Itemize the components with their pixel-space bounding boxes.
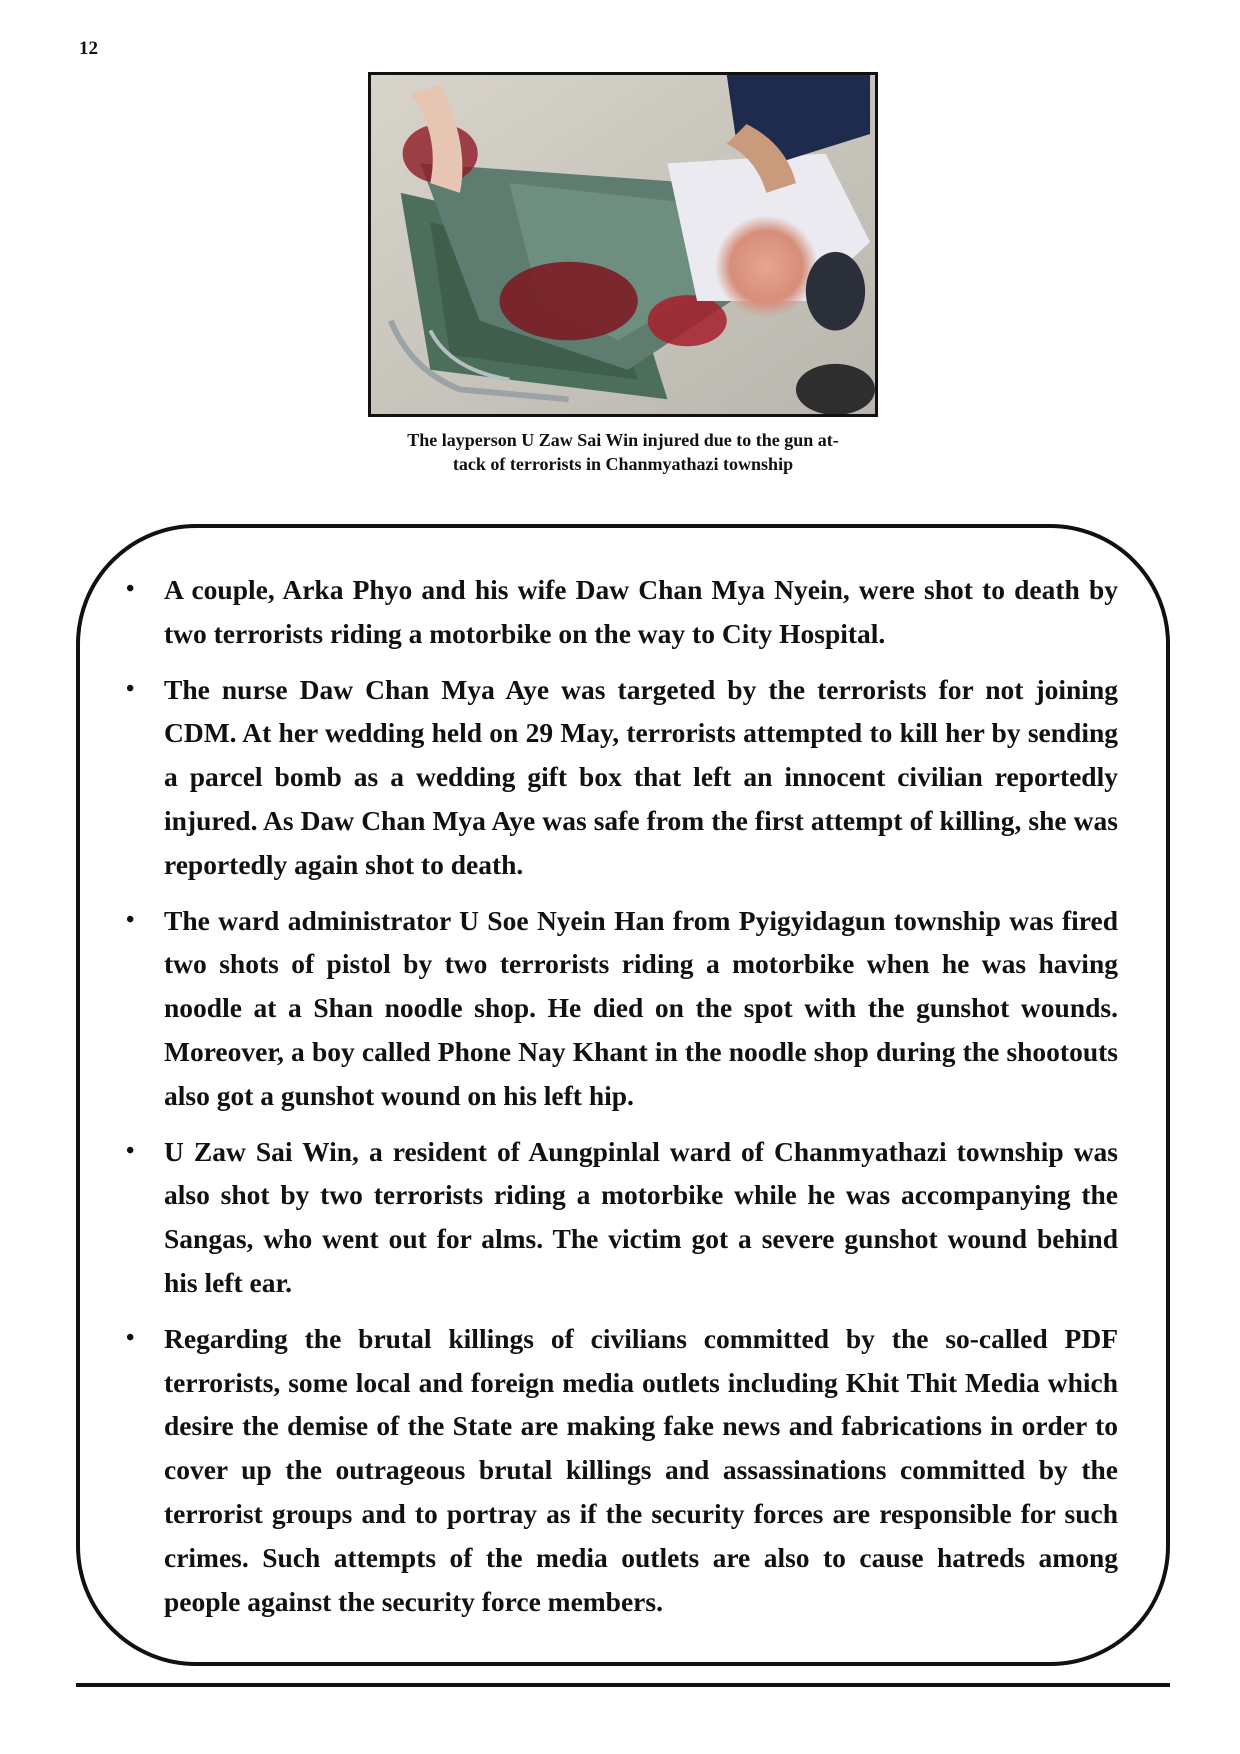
list-item xyxy=(120,668,1118,887)
bullet-icon: • xyxy=(126,576,135,602)
list-item-text: A couple, Arka Phyo and his wife Daw Chan Mya Nyein, were shot to death by two terrorists riding a motorbike on the way to City Hospital. xyxy=(164,574,1118,649)
list-item-text: Regarding the brutal killings of civilians committed by the so-called PDF terrorists, some local and foreign media outlets including Khit Thit Media which desire the demise of the State are making fake news and fabrications in order to cover up the outrageous brutal killings and assassinations committed by the terrorist groups and to portray as if the security forces are responsible for such crimes. Such attempts of the media outlets are also to cause hatreds among people against the security force members. xyxy=(164,1322,1118,1617)
photo-caption xyxy=(340,428,906,476)
list-item xyxy=(120,568,1118,656)
bullet-icon: • xyxy=(126,675,135,702)
list-item-text: The ward administrator U Soe Nyein Han from Pyigyidagun township was fired two shots of pistol by two terrorists riding a motorbike when he was having noodle at a Shan noodle shop. He died on the spot with the gunshot wounds. Moreover, a boy called Phone Nay Khant in the noodle shop during the shootouts also got a gunshot wound on his left hip. xyxy=(164,904,1118,1111)
list-item-text: The nurse Daw Chan Mya Aye was targeted by the terrorists for not joining CDM. At her wedding held on 29 May, terrorists attempted to kill her by sending a parcel bomb as a wedding gift box that left an innocent civilian reportedly injured. As Daw Chan Mya Aye was safe from the first attempt of killing, she was reportedly again shot to death. xyxy=(164,673,1118,880)
list-item-text: U Zaw Sai Win, a resident of Aungpinlal ward of Chanmyathazi township was also shot by two terrorists riding a motorbike while he was accompanying the Sangas, who went out for alms. The victim got a severe gunshot wound behind his left ear. xyxy=(164,1135,1118,1298)
news-photo xyxy=(368,72,878,417)
injured-person-photo xyxy=(371,75,875,414)
caption-line: tack of terrorists in Chanmyathazi township xyxy=(452,454,794,474)
bullet-icon: • xyxy=(126,1324,135,1351)
incident-list xyxy=(120,568,1118,1635)
bullet-icon: • xyxy=(126,1137,135,1164)
list-item xyxy=(120,1317,1118,1624)
page-number: 12 xyxy=(79,38,98,59)
list-item xyxy=(120,899,1118,1118)
list-item xyxy=(120,1130,1118,1305)
caption-line: The layperson U Zaw Sai Win injured due to the gun at- xyxy=(407,430,839,450)
page-footer-rule xyxy=(76,1683,1170,1687)
bullet-icon: • xyxy=(126,906,135,933)
